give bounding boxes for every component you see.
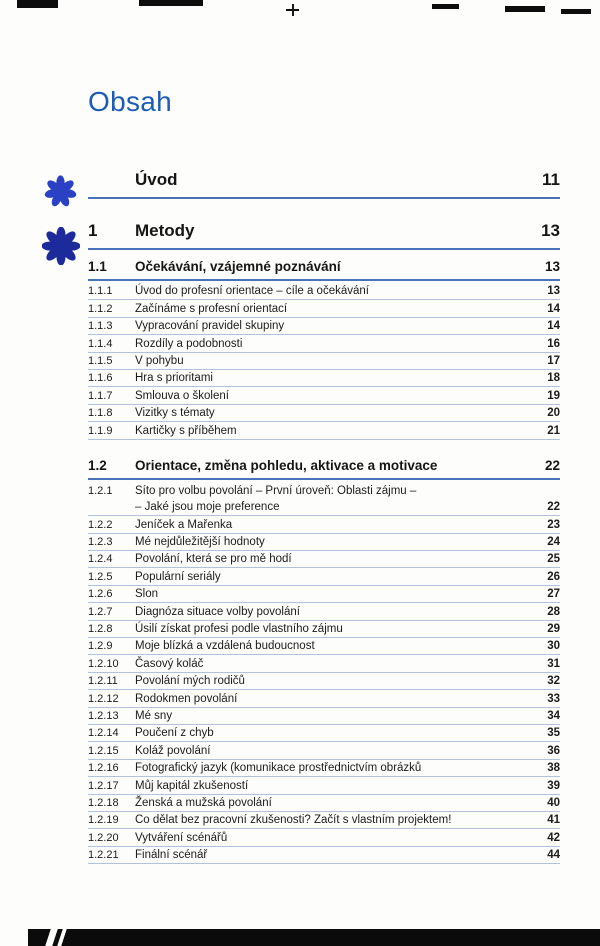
toc-page-number: 13 [544,259,560,274]
toc-entry-row [88,405,560,422]
toc-entry-row [88,534,560,551]
toc-entry-number: 1.1.1 [88,285,113,298]
scan-artifact [17,0,58,8]
toc-entry-page-number: 44 [547,849,560,862]
toc-entry-page-number: 13 [547,285,560,298]
toc-entry-row [88,655,560,672]
toc-entry-label: Vizitky s tématy [135,407,215,420]
toc-entry-label: Mé sny [135,709,173,722]
flower-icon [42,227,80,265]
toc-page-number: 13 [541,221,560,240]
toc-entry-row [88,318,560,335]
toc-entry-number: 1.2.14 [88,727,119,740]
toc-entry-page-number: 16 [547,337,560,350]
toc-entry-label: Mé nejdůležitější hodnoty [135,536,265,549]
toc-entry-label: Kartičky s příběhem [135,424,237,437]
toc-entry-row [88,673,560,690]
toc-entry-number: 1.2.17 [88,779,119,792]
toc-entry-label: Diagnóza situace volby povolání [135,605,300,618]
toc-entry-number: 1.2.8 [88,623,113,636]
toc-label: Očekávání, vzájemné poznávání [135,259,341,274]
toc-entry-row [88,638,560,655]
toc-entry-page-number: 36 [547,744,560,757]
toc-entry-page-number: 25 [547,553,560,566]
toc-entry-number: 1.1.6 [88,372,113,385]
toc-entry-row [88,760,560,777]
toc-entry-page-number: 20 [547,407,560,420]
toc-entry-label: Populární seriály [135,570,221,583]
toc-entry-label: Slon [135,588,159,601]
toc-entry-label: Můj kapitál zkušeností [135,779,249,792]
toc-entry-number: 1.2.2 [88,518,113,531]
toc-entry-page-number: 38 [547,762,560,775]
toc-page-number: 22 [544,457,560,473]
toc-section-heading [88,458,560,480]
toc-entry-row [88,482,560,499]
page-title: Obsah [88,86,172,117]
toc-chapter-row [88,221,560,250]
toc-entry-row [88,387,560,404]
toc-entry-label: Poučení z chyb [135,727,214,740]
toc-entry-number: 1.2.21 [88,849,119,862]
toc-entry-number: 1.2.6 [88,588,113,601]
toc-entry-page-number: 40 [547,796,560,809]
toc-entry-page-number: 22 [547,501,560,514]
toc-entry-number: 1.2.7 [88,605,113,618]
toc-page-number: 11 [542,170,560,189]
toc-entry-number: 1.2.13 [88,709,119,722]
toc-entry-label: Ženská a mužská povolání [135,796,272,809]
toc-entry-row [88,586,560,603]
toc-entry-label: Vypracování pravidel skupiny [135,320,285,333]
scan-artifact [292,4,294,16]
toc-entry-row [88,353,560,370]
toc-entry-number: 1.2.16 [88,762,119,775]
toc-entry-page-number: 17 [547,354,560,367]
toc-number: 1.2 [88,457,107,473]
toc-entry-number: 1.2.1 [88,484,113,497]
toc-entry-row [88,847,560,864]
scan-artifact [505,6,545,12]
toc-entry-number: 1.2.4 [88,553,113,566]
flower-icon [44,175,77,208]
toc-entry-label: Povolání, která se pro mě hodí [135,553,292,566]
toc-entry-row [88,621,560,638]
toc-entry-number: 1.2.19 [88,814,119,827]
toc-entry-number: 1.2.12 [88,692,119,705]
toc-entry-label: Koláž povolání [135,744,211,757]
toc-entry-page-number: 33 [547,692,560,705]
toc-entry-row [88,370,560,387]
toc-entry-row [88,795,560,812]
toc-entry-page-number: 35 [547,727,560,740]
toc-entry-number: 1.2.5 [88,570,113,583]
toc-entry-page-number: 42 [547,831,560,844]
toc-number: 1 [88,221,98,240]
toc-entry-number: 1.2.9 [88,640,113,653]
toc-entry-row [88,300,560,317]
toc-entry-label: Smlouva o školení [135,389,229,402]
toc-entry-number: 1.2.10 [88,657,119,670]
toc-entry-label: Fotografický jazyk (komunikace prostřednictvím obrázků [135,762,422,775]
toc-entry-row [88,551,560,568]
toc-entry-row [88,568,560,585]
toc-section-entries [88,283,560,440]
toc-entry-label: – Jaké jsou moje preference [135,501,280,514]
toc-entry-page-number: 28 [547,605,560,618]
toc-entry-row [88,499,560,516]
toc-entry-number: 1.1.3 [88,320,113,333]
toc-entry-row [88,829,560,846]
toc-entry-label: Povolání mých rodičů [135,675,245,688]
toc-entry-row [88,777,560,794]
toc-entry-label: Začínáme s profesní orientací [135,302,288,315]
toc-entry-page-number: 39 [547,779,560,792]
toc-entry-label: Síto pro volbu povolání – První úroveň: Oblasti zájmu – [135,484,417,497]
toc-section-entries [88,482,560,865]
toc-entry-label: Co dělat bez pracovní zkušenosti? Začít s vlastním projektem! [135,814,452,827]
toc-entry-label: Úvod do profesní orientace – cíle a očekávání [135,285,369,298]
toc-number: 1.1 [88,259,107,274]
toc-entry-row [88,516,560,533]
toc-entry-page-number: 19 [547,389,560,402]
toc-section-heading [88,259,560,281]
toc-entry-number: 1.2.18 [88,796,119,809]
toc-entry-row [88,708,560,725]
toc-entry-number: 1.1.2 [88,302,113,315]
toc-entry-number: 1.2.3 [88,536,113,549]
toc-entry-row [88,335,560,352]
toc-entry-row [88,725,560,742]
toc-entry-label: V pohybu [135,354,184,367]
toc-entry-page-number: 14 [547,302,560,315]
toc-entry-number: 1.2.11 [88,675,118,688]
toc-entry-number: 1.1.5 [88,354,113,367]
toc-entry-label: Jeníček a Mařenka [135,518,233,531]
toc-entry-row [88,422,560,439]
toc-intro-row [88,170,560,199]
scan-artifact [139,0,203,6]
toc-entry-page-number: 41 [547,814,560,827]
toc-entry-label: Moje blízká a vzdálená budoucnost [135,640,315,653]
scan-artifact [432,4,459,9]
toc-entry-label: Rodokmen povolání [135,692,238,705]
scan-artifact [561,9,591,14]
toc-entry-label: Hra s prioritami [135,372,213,385]
toc-entry-row [88,283,560,300]
toc-entry-row [88,603,560,620]
toc-label: Orientace, změna pohledu, aktivace a motivace [135,457,438,473]
toc-entry-row [88,812,560,829]
toc-entry-row [88,690,560,707]
toc-entry-page-number: 18 [547,372,560,385]
toc-entry-row [88,742,560,759]
toc-entry-page-number: 24 [547,536,560,549]
toc-entry-page-number: 32 [547,675,560,688]
toc-entry-label: Finální scénář [135,849,208,862]
toc-entry-page-number: 34 [547,709,560,722]
toc-entry-label: Časový koláč [135,657,204,670]
toc-entry-page-number: 29 [547,623,560,636]
toc-label: Úvod [135,170,178,189]
toc-entry-page-number: 23 [547,518,560,531]
toc-entry-label: Vytváření scénářů [135,831,228,844]
toc-entry-page-number: 26 [547,570,560,583]
toc-entry-number: 1.2.20 [88,831,119,844]
toc-entry-number: 1.1.9 [88,424,113,437]
toc-entry-label: Rozdíly a podobnosti [135,337,243,350]
toc-entry-page-number: 14 [547,320,560,333]
toc-entry-page-number: 27 [547,588,560,601]
toc-entry-number: 1.1.4 [88,337,113,350]
toc-entry-number: 1.1.8 [88,407,113,420]
toc-entry-page-number: 21 [547,424,560,437]
toc-entry-number: 1.1.7 [88,389,113,402]
toc-entry-page-number: 31 [547,657,560,670]
toc-entry-label: Úsilí získat profesi podle vlastního zájmu [135,623,343,636]
scan-artifact [28,929,600,946]
toc-entry-number: 1.2.15 [88,744,119,757]
toc-label: Metody [135,221,195,240]
table-of-contents [88,170,560,864]
toc-entry-page-number: 30 [547,640,560,653]
